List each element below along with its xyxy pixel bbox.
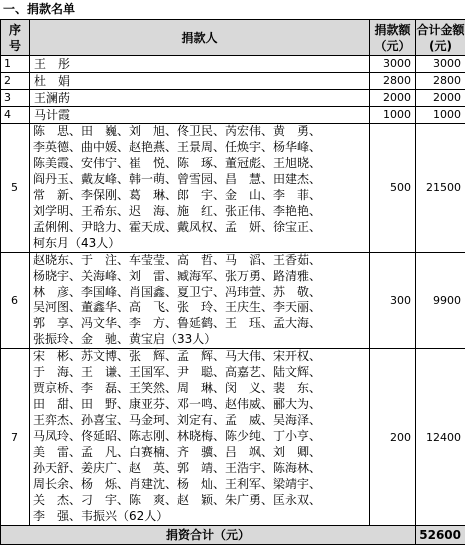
row-amount: 3000 (370, 56, 416, 73)
row-seq: 4 (1, 107, 30, 124)
row-names: 马计霞 (30, 107, 370, 124)
row-total: 2000 (416, 90, 465, 107)
row-names: 杜 娟 (30, 73, 370, 90)
row-seq: 3 (1, 90, 30, 107)
row-seq: 5 (1, 124, 30, 253)
row-names: 宋 彬、苏文博、张 辉、孟 辉、马大伟、宋开权、 于 海、王 谦、王国军、尹 聪、高嘉艺、陆文辉、 贾京桥、李 磊、王笑然、周 琳、闵 义、裴 东、 田 甜、田 野、康亚芬、邓一鸣、赵伟威、郦大为、 王弈杰、孙喜宝、马金珂、刘定有、孟 威、吴海泽、 马凤玲、佟延昭、陈志刚、林晓梅、陈少纯、丁小亨、 美 雷、孟 凡、白赛楠、齐 骥、吕 飒、刘 卿、 孙天舒、姜庆广、赵 英、郭 靖、王浩宇、陈海林、 周长余、杨 烁、肖建沈、杨 灿、王利军、梁靖宇、 关 杰、刁 宇、陈 爽、赵 颖、朱广勇、匡永双、 李 强、韦振兴（62人） (33, 349, 322, 523)
table-row (1, 56, 465, 73)
footer-total: 52600 (416, 525, 465, 544)
footer-row (1, 525, 465, 544)
row-names: 赵晓东、于 注、车莹莹、高 哲、马 滔、王香茹、 杨晓宇、关海峰、刘 雷、臧海军、张万勇、路清雅、 林 彦、李国峰、肖国鑫、夏卫宁、冯玮萱、苏 敬、 吴河图、董鑫华、高 飞、张 玲、王庆生、李天丽、 郭 享、冯文华、李 方、鲁延鹤、王 珏、孟大海、 张振玲、金 驰、黄宝启（33人） (33, 252, 322, 347)
row-amount: 200 (370, 349, 416, 525)
row-total: 3000 (416, 56, 465, 73)
row-amount: 500 (370, 124, 416, 253)
row-total: 21500 (416, 124, 465, 253)
row-names-cell (30, 124, 370, 253)
row-seq: 7 (1, 349, 30, 525)
row-amount: 2800 (370, 73, 416, 90)
header-row (1, 20, 465, 56)
header-seq: 序号 (1, 20, 30, 56)
donation-table (0, 19, 465, 545)
row-names: 陈 思、田 巍、刘 旭、佟卫民、芮宏伟、黄 勇、 李英德、曲中媛、赵艳燕、王景周、任焕宇、杨华峰、 陈美霞、安伟宁、崔 悦、陈 琢、董冠彪、王旭晓、 阎丹玉、戴友峰、韩一萌、曾雪园、昌 慧、田建杰、 常 新、李保刚、葛 琳、郎 宇、金 山、李 菲、 刘学明、王希东、迟 海、施 红、张正伟、李艳艳、 孟俐俐、尹晗力、霍天成、戴凤权、孟 妍、徐宝正、 柯东月（43人） (33, 124, 322, 250)
row-seq: 1 (1, 56, 30, 73)
row-total: 12400 (416, 349, 465, 525)
table-row (1, 252, 465, 349)
row-total: 1000 (416, 107, 465, 124)
row-total: 9900 (416, 252, 465, 349)
header-donor: 捐款人 (30, 20, 370, 56)
row-seq: 2 (1, 73, 30, 90)
row-amount: 1000 (370, 107, 416, 124)
table-row (1, 349, 465, 525)
row-amount: 300 (370, 252, 416, 349)
table-row (1, 107, 465, 124)
section-title: 一、捐款名单 (3, 2, 76, 16)
table-row (1, 73, 465, 90)
row-total: 2800 (416, 73, 465, 90)
row-names-cell (30, 252, 370, 349)
row-seq: 6 (1, 252, 30, 349)
header-total: 合计金额(元) (416, 20, 465, 56)
table-row (1, 124, 465, 253)
row-names-cell (30, 349, 370, 525)
table-row (1, 90, 465, 107)
footer-label: 捐资合计（元） (1, 525, 416, 544)
row-names: 王澜菂 (30, 90, 370, 107)
row-amount: 2000 (370, 90, 416, 107)
header-amount: 捐款额（元） (370, 20, 416, 56)
row-names: 王 彤 (30, 56, 370, 73)
